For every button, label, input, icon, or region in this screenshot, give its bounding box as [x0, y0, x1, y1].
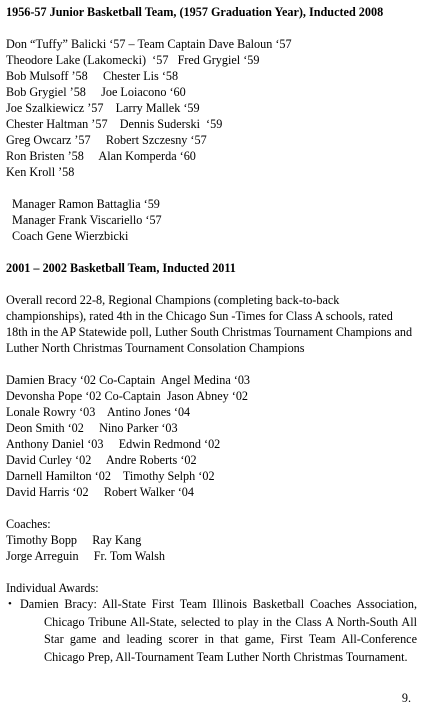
roster-line: Devonsha Pope ‘02 Co-Captain Jason Abney ‘02	[6, 389, 249, 403]
award-item	[6, 596, 417, 666]
roster-line: Darnell Hamilton ‘02 Timothy Selph ‘02	[6, 469, 215, 483]
roster-line: Bob Mulsoff ’58 Chester Lis ‘58	[6, 69, 179, 83]
roster-line: Bob Grygiel ’58 Joe Loiacono ‘60	[6, 85, 186, 99]
section1-staff-list	[6, 196, 417, 244]
roster-line: Joe Szalkiewicz ’57 Larry Mallek ‘59	[6, 101, 200, 115]
roster-line: Ken Kroll ’58	[6, 165, 75, 179]
staff-line: Manager Frank Viscariello ‘57	[12, 213, 162, 227]
roster-line: Chester Haltman ’57 Dennis Suderski ‘59	[6, 117, 223, 131]
section2-summary: Overall record 22-8, Regional Champions (completing back-to-back championships), rated 4th in the Chicago Sun -Times for Class A schools, rated 18th in the AP Statewide poll, Luther South Christmas Tournament Champions and Luther North Christmas Tournament Consolation Champions	[6, 293, 413, 355]
coach-line: Jorge Arreguin Fr. Tom Walsh	[6, 549, 165, 563]
section2-player-list	[6, 372, 417, 500]
page-number: 9.	[401, 691, 411, 705]
spacer	[6, 356, 417, 372]
roster-line: David Harris ‘02 Robert Walker ‘04	[6, 485, 194, 499]
bullet-icon: •	[8, 598, 12, 610]
roster-line: Damien Bracy ‘02 Co-Captain Angel Medina ‘03	[6, 373, 251, 387]
roster-line: Lonale Rowry ‘03 Antino Jones ‘04	[6, 405, 191, 419]
spacer	[6, 276, 417, 292]
section1-title: 1956-57 Junior Basketball Team, (1957 Graduation Year), Inducted 2008	[6, 5, 384, 19]
roster-line: Theodore Lake (Lakomecki) ‘57 Fred Grygiel ‘59	[6, 53, 260, 67]
roster-line: Greg Owcarz ’57 Robert Szczesny ‘57	[6, 133, 207, 147]
roster-line: Don “Tuffy” Balicki ‘57 – Team Captain Dave Baloun ‘57	[6, 37, 292, 51]
spacer	[6, 564, 417, 580]
spacer	[6, 500, 417, 516]
roster-line: Ron Bristen ’58 Alan Komperda ‘60	[6, 149, 196, 163]
spacer	[6, 244, 417, 260]
coach-line: Timothy Bopp Ray Kang	[6, 533, 142, 547]
roster-line: Deon Smith ‘02 Nino Parker ‘03	[6, 421, 178, 435]
section2-title: 2001 – 2002 Basketball Team, Inducted 2011	[6, 261, 236, 275]
roster-line: Anthony Daniel ‘03 Edwin Redmond ‘02	[6, 437, 221, 451]
award-text: Damien Bracy: All-State First Team Illinois Basketball Coaches Association, Chicago Tribune All-State, selected to play in the Class A North-South All Star game and leading scorer in that game, First Team All-Conference Chicago Prep, All-Tournament Team Luther North Christmas Tournament.	[20, 597, 417, 664]
staff-line: Manager Ramon Battaglia ‘59	[12, 197, 160, 211]
spacer	[6, 20, 417, 36]
roster-line: David Curley ‘02 Andre Roberts ‘02	[6, 453, 197, 467]
spacer	[6, 180, 417, 196]
section1-player-list	[6, 36, 417, 180]
staff-line: Coach Gene Wierzbicki	[12, 229, 129, 243]
coaches-label: Coaches:	[6, 517, 51, 531]
awards-label: Individual Awards:	[6, 581, 99, 595]
